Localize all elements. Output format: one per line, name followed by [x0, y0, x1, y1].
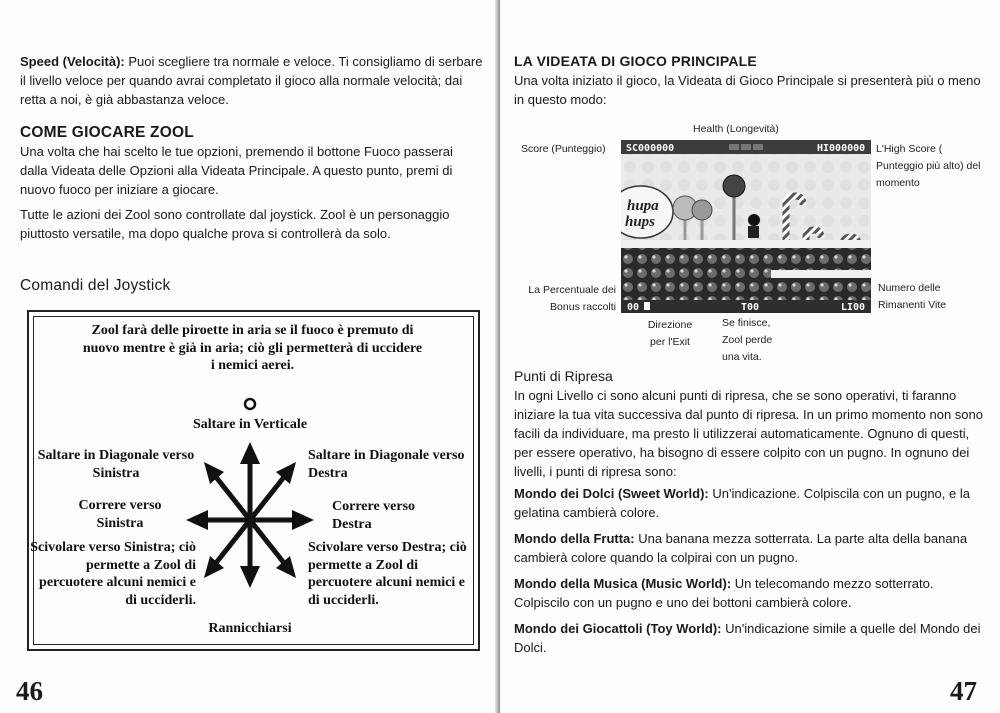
- world-music-label: Mondo della Musica (Music World):: [514, 576, 732, 591]
- label-time: Se finisce, Zool perde una vita.: [722, 317, 773, 363]
- joystick-left-label: Correre verso Sinistra: [78, 498, 162, 531]
- label-bonus: La Percentuale dei Bonus raccolti: [528, 284, 616, 313]
- label-health: Health (Longevità): [693, 123, 779, 135]
- world-fruit: [514, 529, 984, 567]
- speed-paragraph: [20, 52, 486, 109]
- page-number-right: 47: [950, 676, 977, 706]
- joystick-up-label: Saltare in Verticale: [192, 417, 308, 432]
- world-music-text: Un telecomando mezzo sotterrato. Colpiscilo con un pugno e uno dei bottoni cambierà colore.: [514, 576, 934, 610]
- joystick-up-right-label: Saltare in Diagonale verso Destra: [308, 448, 465, 481]
- arrow-up-icon: [240, 442, 260, 464]
- arrow-down-icon: [240, 566, 260, 588]
- logo-text-2: hups: [625, 214, 656, 230]
- main-screen-heading: LA VIDEATA DI GIOCO PRINCIPALE: [514, 53, 757, 69]
- left-page: [0, 0, 497, 713]
- arrow-right-icon: [292, 510, 314, 530]
- world-sweet: [514, 484, 984, 522]
- joystick-fire-circle: [245, 399, 255, 409]
- logo-text-1: hupa: [627, 198, 659, 214]
- zool-character: [748, 214, 760, 226]
- label-high-score: L'High Score ( Punteggio più alto) del momento: [876, 143, 981, 189]
- arrow-left-icon: [186, 510, 208, 530]
- joystick-intro: Zool farà delle piroette in aria se il fuoco è premuto di nuovo mentre è già in aria; ciò gli permetterà di uccidere i nemici aerei.: [82, 323, 423, 373]
- world-toy: [514, 619, 984, 657]
- label-lives: Numero delle Rimanenti Vite: [878, 282, 947, 311]
- restart-heading: Punti di Ripresa: [514, 368, 613, 384]
- world-fruit-label: Mondo della Frutta:: [514, 531, 635, 546]
- restart-paragraph: In ogni Livello ci sono alcuni punti di ripresa, che se sono operativi, ti faranno iniziare la tua vita successiva dal punto di ripresa. In un primo momento non sono facili da individuare, ma presto li utilizzerai automaticamente. Ognuno di questi, per essere operativo, ha bisogno di essere colpito con un pugno. In ognuno dei livelli, i punti di ripresa sono:: [514, 388, 983, 479]
- joystick-up-left-label: Saltare in Diagonale verso Sinistra: [37, 448, 195, 481]
- world-sweet-label: Mondo dei Dolci (Sweet World):: [514, 486, 709, 501]
- game-scene: [621, 140, 871, 313]
- joystick-right-label: Correre verso Destra: [332, 499, 416, 532]
- hud-score: SC000000: [626, 143, 675, 154]
- world-toy-text: Un'indicazione simile a quelle del Mondo dei Dolci.: [514, 621, 981, 655]
- speed-label: Speed (Velocità):: [20, 54, 125, 69]
- main-screen-paragraph: Una volta iniziato il gioco, la Videata di Gioco Principale si presenterà più o meno in questo modo:: [514, 73, 981, 107]
- joystick-down-right-label: Scivolare verso Destra; ciò permette a Zool di percuotere alcuni nemici e di ucciderli.: [308, 540, 467, 608]
- hud-high-score: HI000000: [817, 143, 866, 154]
- hud-bonus: 00: [627, 302, 640, 313]
- actions-paragraph: Tutte le azioni dei Zool sono controllate dal joystick. Zool è un personaggio piuttosto versatile, ma dopo qualche prova si controllerà da solo.: [20, 207, 450, 241]
- joystick-down-left-label: Scivolare verso Sinistra; ciò permette a Zool di percuotere alcuni nemici e di ucciderli.: [30, 540, 196, 608]
- label-exit: Direzione per l'Exit: [647, 319, 693, 348]
- hud-lives: LI00: [841, 302, 866, 313]
- joystick-heading: Comandi del Joystick: [20, 277, 171, 294]
- page-number-left: 46: [16, 676, 43, 706]
- world-fruit-text: Una banana mezza sotterrata. La parte alta della banana cambierà colore quando la colpirai con un pugno.: [514, 531, 968, 565]
- speed-text: Puoi scegliere tra normale e veloce. Ti consigliamo di serbare il livello veloce per quando avrai completato il gioco alla normale velocità; dai retta a noi, è già abbastanza veloce.: [20, 54, 483, 107]
- world-toy-label: Mondo dei Giocattoli (Toy World):: [514, 621, 722, 636]
- how-to-paragraph: Una volta che hai scelto le tue opzioni, premendo il bottone Fuoco passerai dalla Videata delle Opzioni alla Videata Principale. A questo punto, premi di nuovo fuoco per iniziare a giocare.: [20, 144, 453, 197]
- game-screenshot: [621, 140, 871, 313]
- how-to-heading: COME GIOCARE ZOOL: [20, 124, 194, 141]
- world-sweet-text: Un'indicazione. Colpiscila con un pugno, e la gelatina cambierà colore.: [514, 486, 970, 520]
- joystick-down-label: Rannicchiarsi: [208, 621, 292, 636]
- hud-time: T00: [741, 302, 760, 313]
- label-score: Score (Punteggio): [521, 143, 606, 155]
- world-music: [514, 574, 984, 612]
